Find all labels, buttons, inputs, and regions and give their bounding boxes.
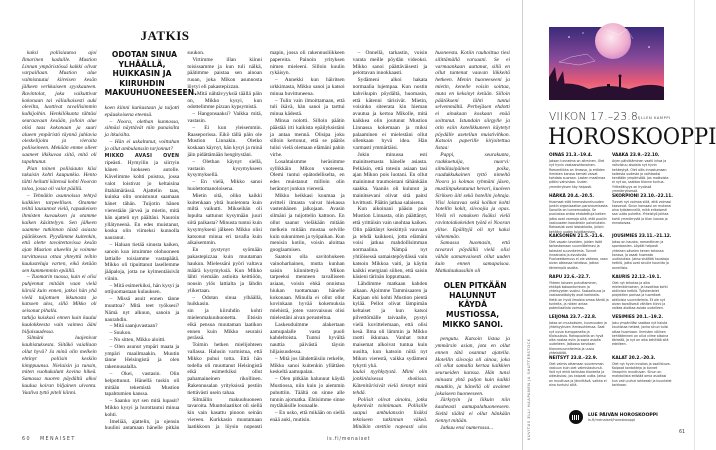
paragraph <box>105 344 180 371</box>
paragraph-text: – En usko, että mikään on siellä enää auki, mutisin. <box>269 410 345 424</box>
sign-text: Arjen päivittäminen vaatii intoa ja vahvistuu aisoista nyt hyvin kehkeytyä. Olet altis innostumaan kaikesta uudesta ja vaihtaaksi kenttään ympäristöä. Jos matkoista ei nyt oo, saattaa tilanne tuntua. Yritteliäisyys on hyvässä ymmärryksessä. <box>612 159 669 194</box>
paragraph <box>187 295 262 309</box>
sign-name: VAAKA 23.9.–22.10. <box>612 153 660 158</box>
paragraph <box>270 322 345 356</box>
horoscope-week: VIIKON 17.–23.8. <box>549 111 642 123</box>
column-divider <box>522 0 523 450</box>
paragraph <box>270 98 345 118</box>
paragraph-text: kaksi poliisiautoa ajoi Ilmarinen kaduille. Mustion Linnan ympäristössä kaikki olivat varpaillaan. Mustion alue valmistautui kiireisen kesän jälkeen verkkaiseen syyskauteen. Ravintolat, joka vaikuttivat kokonaan tai väliaikaisesti auki olevilta, luottivat tavallisimmin kulkijoihin. Henkilökunta tähtäsi seuraavaan kesään, jolloin alue olisi taas kokonaan ja suuri alueen ympäristö täynnä juhlavia oleskelijoita ja vieraita poliiseineen. Mekään emme olleet saaneet ilkikuvaa siitä, mitä oli tapahtunut. <box>22 50 97 165</box>
paragraph-text: pengutu. Katsoin listaa ja ymmärsin asian, jota en ollut ennen tätä osannut ajatella. Hotellin siivooja oli ainoa, joka oli ollut samalla kertaa kaikkien seurueiden kanssa. Hän tunsi minusta yhtä paljon kuin kaikki muutkin, ja hänellä oli avaimet jokaiseen huoneeseen. <box>435 336 510 397</box>
paragraph-text: sin ja kiiruhdin kohti mielenmakuuhuonetta. Etsisin eikä pensoa muutaman laatikon ennen kuin Mikko seuraisi perässä. <box>187 308 262 342</box>
paragraph <box>22 193 97 275</box>
paragraph <box>105 371 180 398</box>
paragraph-text: – Suukon. <box>109 330 132 337</box>
paragraph <box>353 77 428 152</box>
horoscope-sign <box>549 275 609 311</box>
sign-name: OINAS 21.3.–19.4. <box>549 153 593 158</box>
paragraph-text: Toimin hetken mielijohteen vallassa. Halusin varmistua, että Mikko puhui totta. Että hän todella oli muuttanut Helsingistä eikä esimerkiksi ollut pahamaineinen rikollinen. Rakennusalan yrityksissä pestiin tiettävästi usein rahaa. <box>187 342 262 396</box>
paragraph <box>187 125 262 159</box>
paragraph-text: Jokin minussa esti mainitsemasta hänelle asiasta. Pelkäsin, että totesin asiaan tasi ajan Mikon pois luotani. En ollut maininnut traumoistani tähänkään saakka. Vaaniis oli kulunut ja mainitsevani olivat sitä paitsi luvittusti. Päätin jatkaa salaisena. <box>352 151 428 206</box>
paragraph <box>105 105 180 119</box>
sign-text: Jakso on muutoksien, kuumuuden ja yhteisyyksien ihmissuhteissa. Saat nyt uusia kumppaneita ja tilaisuuksia. Rahapuolella on hyvä aika nostaa esiin ja sopia asioita uudelleen. Jatkossa tarvitaan tilannesuunnitelmia ja uusia yhteistöitä. <box>549 321 607 356</box>
sign-text: Yhteen toiseen puhuttaminen, ehkäpä kokoontumisen ja yhteisyyden vuoksi. Sosiaalisuus ja vastaanottokyky ovat korkealla. Hetki on hyvä ilmaista omaa ääntä ja tunteita, ja niiden antaa potentiaalista voimaa. <box>549 280 609 311</box>
horoscope-sign <box>549 194 609 234</box>
paragraph <box>435 425 510 432</box>
paragraph <box>105 119 180 139</box>
paragraph <box>353 206 428 281</box>
sign-name: KAKSONEN 21.5.–21.6. <box>549 234 604 239</box>
article-body <box>22 50 510 432</box>
magazine-name: MENAISET <box>40 437 76 442</box>
paragraph <box>270 193 345 254</box>
paragraph <box>353 281 428 369</box>
paragraph-text: – Odotan sinua ylhäällä, huikkasin. <box>187 294 262 308</box>
paragraph-text: – Onnellä, tarkastin, voisin varata meille pöydän videoksi. Mikko sanoi päättäväisesti ja pelottavan innokkaasti. <box>352 50 428 77</box>
paragraph <box>105 242 180 283</box>
paragraph-text: Lähdimme matkaan kahden aikaan. Ajoimme Tammisaaren ja Karjaan ohi kohti Mustion pientä kylää. Pellot olivat lämpimän keltaiset ja kun katsoi pilvettömälle taivaalle, pystyi vielä kuvittelemaan, että olisi kesä. Ilma oli lämmin ja Mikko raotti ikkunaa. Vanhat tutut maisemat alkoivat tuntua kuin uusilta, kun katsoin niitä nyt Mikon vierestä, vaikka sydämeni tykytti yhä. <box>352 281 428 369</box>
sign-name: HÄRKÄ 20.4.–20.5. <box>549 193 594 199</box>
paragraph-text: – Tuomarin tuossa, kuin ei olisi puhjennut mitään vaan vielä kärsiä kuin ennen, jatkoi hän yhä vielä tuijottaen ikkunasta ja katsoen ulos, sillä Mikko oli seisonut pihalla. <box>22 274 97 315</box>
barcode-circle-icon <box>569 410 583 424</box>
paragraph-text: tutkija kuiskasi ennen kuin kuului kuulokkeesta vain vaimea ääni hiljaisuudessa. <box>22 315 97 335</box>
sign-name: LEIJONA 23.7.–22.8. <box>549 315 597 320</box>
sign-text: Olet valmis ottamaan suuremman vastuun kuin olet valmistautunut. Voit nyt ehkä tarkistaa tilanteita ja oikeuksiasi, jos kaipaat uutta. Jakso on muuttuva ja jännittävä, vaikka ei aina tuntuisi siltä. <box>549 361 607 387</box>
page-edge <box>694 0 695 450</box>
paragraph-text: Kun aikoinani pääsin pois Mustion Linnasta, olin päättänyt, että yrittäisin vain unohtaa kaiken. Olin päättänyt keskittyä vauvaan ja tehdä kaikkeni, jotta elämäni voisi jatkua mahdollisimman normaalina. Nämpä nyt yhtiöisessä samaistepöydässä vain katsoin Mikkoa vaiti, ja käytin kaikki energiani siihen, että saisin käsieni tärinän loppumaan. <box>352 206 428 281</box>
website-url: is.fi/menaiset <box>327 437 371 442</box>
pull-quote: OLEN PITKÄÄN HALUNNUT KÄYDÄ MUSTIOSSA, MIKKO SANOI. <box>442 281 507 329</box>
paragraph-text: Losahtaismme heräsimme syllikkäin Mikon vuoteesta. Olemi tuntui epätodelliselta, en edes muistanut milloin olin herännyt jonkun vierestä. <box>269 158 345 192</box>
paragraph <box>22 335 97 396</box>
paragraph <box>105 337 180 344</box>
horoscope-sign <box>549 356 609 388</box>
horoscope-sign <box>612 194 672 226</box>
paragraph-text: – Saanko nyt sen mitä lupasit? Mikko kysyi ja hurottautui minua kohti. <box>104 398 180 418</box>
sign-text: Jakson tunnelma on aitminen. Olet nyt hyvin vastaanottavainen. Romantiikka on ilmassa, ja eräiden ihmisten kanssa kemiat vaivat kohdata suoraan. Lasten maailmaa pitäisi vahvistaa. Uuden ymmärryksen käy helposti. <box>549 159 606 189</box>
paragraph-text: Laskeuduimme alakertaan aamupalalle vasta puoli kahdeltoista. Tuntui hyvältä nauttia päivästä täysin hiljaisuudessa. <box>269 321 345 356</box>
paragraph <box>187 342 262 396</box>
page-number: 61 <box>679 430 686 435</box>
paragraph <box>270 118 345 159</box>
paragraph <box>22 166 97 193</box>
paragraph-text: laulai nyyhkytystä. Mimi olin jonkinlaisessa shokissa. Kätenitärisivät vielä tiennyt mitä tehdä. <box>352 369 428 396</box>
paragraph-text: – Hän ei uskaltanut, voittahan jo ollut ambulanssin tarjonnut? <box>104 138 180 152</box>
paragraph-text: Mikko heikkasi kuumaa ja avitteli ilmasta vaivat hiekassa vastenhänen jalkojaan. Avasin silmäni ja tuijottelin kattoon. En ollut saanut vieläkään mitään melkein mitään mustaa selville kuin sukunimen ja työpaikan. Kun menisin kotiin, voisin aloittaa googlaamisen. <box>269 192 345 254</box>
paragraph <box>187 308 262 342</box>
paragraph <box>270 254 345 322</box>
horoscope-sign <box>612 315 672 347</box>
paragraph <box>353 50 428 77</box>
paragraph <box>435 336 510 397</box>
horoscope-sign <box>612 275 672 311</box>
paragraph <box>187 193 262 247</box>
sign-text: Huomaat etät hermostuneisuuden jonkin organisaation parantumisesta. Sanoilla on tunnemuotoja. Se puolustaa antaa ehdotettuja kaiken jotka ovat varmoja siitä, että puoliin vastuuseen koosteisiin palveluksiin. Rahaasiat ovat loistokkaita, jolloin kehittyy uuden tuloittamisen. <box>549 199 609 234</box>
paragraph <box>270 410 345 424</box>
sign-text: Joku ympärilläsi saattaa nyt haluta kauhistaa hetkeä, jonka sinun tulisi ottaa huomioon. Ihmisten välinen kehittäminen on ollut viime aikoina tärkeää, ja nyt on aika kehittää sitä edelleen. <box>612 321 669 347</box>
paragraph <box>270 356 345 376</box>
paragraph <box>435 397 510 424</box>
paragraph <box>22 274 97 315</box>
paragraph-text: – No sitten, Mikko aloitti. <box>109 337 166 344</box>
paragraph <box>187 159 262 179</box>
paragraph-text: – Annekki kun häiritsen urkkimasta, Mikko sanoi ja katsoi minua huvittuneena. <box>269 77 345 97</box>
paragraph <box>105 330 180 337</box>
sign-name: SKORPIONI 23.10.–22.11. <box>612 193 673 199</box>
paragraph <box>187 57 262 91</box>
paragraph-text: – Haluan tietää sinusta kaiken, sanoin kun istuimme olohuoneen lattialle toisiamme vastapäätä. Mikko oli tipuittanut lasellemme jääpaloja, jotta ne kylmentäisivät viinin. <box>104 241 180 282</box>
paragraph <box>187 111 262 125</box>
pull-quote: ODOTAN SINUA YLHÄÄLLÄ, HUIKKASIN JA KIIRUHDIN MAKUUHUONEESEEN. <box>104 50 197 98</box>
paragraph <box>270 159 345 193</box>
horoscope-sign <box>549 153 609 189</box>
paragraph-text: – Olen pitkään halunnut käydä Mustiossa, niin kuin jo aiemmin puhuttiin. Täältä on sinne alle tunnin ajomatka. Ehtisimme sinne mytähäisille lounaalle. <box>269 376 345 410</box>
paragraph-text: Virtimme illan kiinni toisissamme ja kun tuli nälkä, päätimme paistaa sen ainoan ruoan, joka Mikon asunnosta löytyi eli pakastepizzan. <box>187 56 262 90</box>
paragraph-text: – Mitä saanjuvastaan? <box>109 323 158 330</box>
horoscope-author: ELLEN KAMPPI <box>638 116 671 120</box>
paragraph <box>270 77 345 97</box>
paragraph <box>435 240 510 274</box>
paragraph <box>22 50 97 166</box>
sign-text: Olet vapain lavaiden, joiden lisää tarkastamaan suunnittelmasi ja toteutat suunnitelmia. Tunnet innostusta ja avustusta. Puolueettomuus ei ole vaikeaa, vaan aivan oikeassa tahdissa. Jatkan tärkeimpiä asioita. <box>549 240 608 270</box>
paragraph <box>105 139 180 153</box>
sign-name: KALAT 20.2.–20.3. <box>612 355 656 361</box>
paragraph-text: En pystynyt syömään pakastepizzaa kuin muutaman haukun. Mielessäni pyöri valtava määrä kysymyksiä. Kun Mikko lähti viemään astioita keittiöön, nousin ylös lattialta ja lähdin ylikertaan. <box>187 247 262 294</box>
sign-name: RAPU 22.6.–22.7. <box>549 274 591 280</box>
paragraph <box>187 179 262 193</box>
paragraph-text: – Tehnäkin asunnoissa tehtyä kaikkien tarpeellisen. Otamme teiltä lausunnot vielä, rapuskeisen ihmisten kuvauksen ja otamme kaiken käsittelyyn. Sen jälkeen saamme tutkinnan tästä asiasta päätökseen. Pyydämme kuitenkin, että olette tavoitettavissa kesän ajan Mustion alueella ja voimme tarvittaessa ottaa yhteyttä teihin kuulusteluja varten, eikä ketään sen kummemmin epäillä. <box>22 192 97 274</box>
section-title: JATKIS <box>140 28 190 43</box>
paragraph-text: – Noora, olethan kunnossa, silmäsi näyttävät niin punaisilta ja itkuisilta. <box>104 118 180 139</box>
paragraph-text: Pappi, seurakunta, raakkuetuija, nuorvi: silmälasipäinen poika, raadukkukainen tyttö nimeltä Noora ja kolmas ryhmäni jäsen, mustiinpukeutunut hevari, kuoleen Siriksen äiti sekä hotellin johtaja. Viisi loistavaa sekä kolikot kohti hotellin kokit, siivoojia ja opas. Vielä vii vanuksen lisäksi vielä ravintolakokeiden työtä ei Nooran ylitse. Epäiltyjä oli nyt kaksi vähemmän. <box>435 151 510 240</box>
paragraph-text: – Tulin vain ilmoittamaan, että tuli ikävä, hän sanoi ja tarttui minua kädestä. <box>269 97 345 118</box>
paragraph-text: – Mitä jos lähdettäisiin retkelle, Mikko sanoi kuitenkin yllättäen keskeltä aamupalan. <box>269 355 345 376</box>
paragraph <box>105 283 180 297</box>
paragraph-text: – Olethan käynyt siellä, vastasin kysymykseen kysymyksellä. <box>187 158 262 179</box>
paragraph-text: koen kiinni kurkustaan ja tuijotti epäuskoisena eteensä. <box>104 104 180 118</box>
paragraph <box>105 296 180 323</box>
horoscope-sign <box>612 153 672 193</box>
sign-name: JOUSIMIES 23.11.–21.12. <box>612 234 672 239</box>
horoscope-illustration <box>549 27 664 100</box>
sign-name: VESIMIES 20.1.–19.2. <box>612 315 663 320</box>
paragraph-text: Samassa huomasin, että tavaravi pöydällä vielä olisi vähän samanvaisesti ollut uuden kuin ennen samapaisoa. Matkalaukussikin oli <box>435 240 510 274</box>
paragraph-text: – Ei kun yleisemmin. Raaseporissa. Eikö tällä päin ole Mustion Linnakin. Oletko koskaan käynyt, hän kysyi ja minä jäin pidättämään hengitystäni. <box>187 124 262 158</box>
sign-text: Olet nyt tehokas ja aika mielenkiintoinen, ja tavoittaa kohti aktiivisia hetkiä. Työskentelet projektien parissa ja tuomitset aktiivisia suunnitelmia. Et ole nyt aivan tavallisesti vähiten kiinni ja vaikea aloittaa asiota uudelleen. <box>612 280 668 311</box>
horoscope-title: HOROSKOOPPI <box>548 124 716 150</box>
paragraph-text: ripeästi. Hymyilin ja siirryin hänen luokseen autolle. Kävelimme kohti puistoa, jossa valot loistivat jo keltaisina iltahämärässä. Ajattelin taas, kuinka olin onnistunut saamaan hänet tähän. Tuijotin hänen vierestään järveä ja mietin, mitä hän ajatteli nyt päältäni. Nauroin yllätyneenä. En edes muistanut, koska olin viimeksi kunnolla nauranut. <box>104 160 180 242</box>
paragraph <box>22 315 97 335</box>
horoscope-sign <box>612 356 672 388</box>
paragraph <box>187 91 262 111</box>
paragraph-text: – Mitä esimerkiksi, hän kysyi ja ottijuomastaan kulauksen. <box>104 282 180 296</box>
photo-credit: KUVITUS ELLI HAAPANEN JA SHUTTERSTOCK <box>527 338 531 440</box>
cta-link[interactable]: is.fi/menaiset/horoskooppi <box>588 417 636 422</box>
paragraph-text: Silmäilin makuuhuoneen tavaroita. Muuttolaatikot oli siellä kin vain kasattu pinoon seinän viereen. Kurkkasin muutamaan laatikkoon ja löysin nopeasti mapin, jossa oli rakennusliikkeen papereita. Painoin yrityksen nimen mieleeni. Silloin kuulin rykäisyn. <box>187 50 345 430</box>
paragraph-text: Minua nolotti. Silloin päätin päästää irti kaikista epäilyksistäni ja antaa mennä. Olisipa joku silloin kertonut, että se päätös tulisi vielä olemaan elämäni pahin virhe. <box>269 117 345 158</box>
cta-title: LUE PÄIVÄN HOROSKOOPPI <box>588 412 658 418</box>
sign-name: NEITSYT 23.8.–22.9. <box>549 355 598 361</box>
sign-text: Jakso on hauska, romanttinen ja spontaanien. Löydät helposti yhteisen sävelen kenen tahansa kanssa, ja osaat huomata uudistuksia. Jakso sisältää hauskoja hetkiä, jotka ovat sinulle kauniita ja onnellisia. <box>612 240 670 270</box>
paragraph-text: Sydämeni alkoi hakata normaalia lujempaa. Kun nostin kahvikupin pöydältä, huomasin, että kätenni tärisivät. Mietin, voisinko siteerata kin hieman avautua ja kertoa Mikolle, mitä kaikkea olin joutunut Mustion Linnassa kokemaan ja miksi palaaminen ei mielestäni ollut ollenkaan hyvä idea. Hän varmasti ymmärtäisi. <box>352 77 428 152</box>
paragraph-text: Jatkuu ensi numerossa... <box>440 424 494 431</box>
paragraph <box>353 152 428 206</box>
paragraph-text: – Hangonsaaksi? Vaikka mitä, vastasin. <box>187 111 262 124</box>
paragraph-text: Poliisit olivat ainoita, jotka kykenivät toimimaan. Poliisille saapui ambulanssin lisäksi tekniseen tutkinnan väkeä. Minäkin otettiin nopeasti ulos huoneesta. Kotiin rauhoittua tiesi silittämällä varsaani. Se ei varmaankaan auttanut, sillä en ollut tuntenut vauvan liikkeitä hetkeen. Menin huoneeseeni ja mietin, kenelle voisin soittaa, muta en keksinyt ketään. Silloin päätökseni lähti tuntui selvemmältä. Perhejäsen ehdotti ei ainakaan koskaan enää soittanut. Istundain siirgylle ja otin esiin kotelikkuneen käytetyt pöydälle asetellun muistivihkon. Katsoin paperille kirjoitettua listaa: <box>352 50 510 430</box>
paragraph-text: – Mitä nähtävyyksiä täällä päin on, Mikko kysyi, kun odottelimme pizzan kypsymistä. <box>187 90 262 111</box>
page-number: 60 <box>22 437 31 442</box>
horoscope-sign <box>549 234 609 270</box>
paragraph <box>105 153 180 242</box>
sign-name: KAURIS 22.12.–19.1. <box>612 274 662 280</box>
paragraph-text: Saatoin olla savitohukeen vainoharhainen, mutta kunhan saisin kiinnitettyä Mikon tarpeeksi menneen tavalliseen asiaan, voisin ehkä onnistua hiukan tuottamaan hänelle kokonaan. Minulla ei ollut ollut kovinkaan hyvää kokemuksia miehistä, joten varovaisuus olisi mielestäni aivan perusteltua. <box>269 253 345 322</box>
paragraph <box>435 152 510 240</box>
paragraph-text: – Okei, vastasin. Olin helpottunut. Hänellä tuskin oli mitään tekemistä Mustion tapahtumien kanssa. <box>104 371 180 398</box>
paragraph <box>270 376 345 410</box>
horoscope-cta[interactable] <box>569 410 658 424</box>
paragraph <box>353 369 428 396</box>
paragraph-text: Mietin sitä, oliko kaikki kuitenkaan yhtä huoletonta kuin miltä vaikutti. Mikseihän oli lopulta sattunut kysymään juuri siitä paikasta? Minusta tuntui kuin kysymykseni jälkeen Mikko olisi katsonut minua eri tavalla kuin aikaisemmin. <box>187 192 262 247</box>
paragraph-text: Imeliää, ajattelin, ja ojensin huulini antamaan hänelle pitkän suukon. <box>104 50 205 432</box>
horoscope-sign <box>549 315 609 355</box>
horoscope-sign <box>612 234 672 270</box>
sign-text: Tunnet nyt voimaa siitä, että voimasi kasvavat. Sinun kanssasi on mukana aina työskennellä, mikä erikoisesti saa uutta puhetta. Yhteistyö johtaa kohti ymmärrystä ja tilan luovaa ja ennakoivaa. <box>612 199 672 225</box>
paragraph-text: Pian toinen poliisiauto kiisi takaisin kohti kaupunkia. Hento tähti heilutti kätensä kohti Nooran taloa, jossa oli valot päällä. <box>22 165 97 192</box>
paragraph-text: – En vielä, Mikko sanoi huolettomanoloisena. <box>187 179 262 192</box>
lead-in: MIKKO AVASI OVEN <box>104 153 180 159</box>
paragraph <box>187 247 262 295</box>
paragraph-text: – Missä asuit ennen tänne muuttoa? Mitä teet työksesi? Nämä nyt alkuun, sanoin ja naurahdin. <box>104 296 180 323</box>
paragraph-text: – Olen asunut ympäri maata ja ympäri maailmaakin. Muutin tänne Helsingistä ja olen rakennusalalla. <box>104 343 180 371</box>
paragraph <box>105 323 180 330</box>
paragraph-text: Silmäni laajenivat kauhistuksesta. Siitäkö vaiallaan ollut hyvä? Ja minä olin melkein ehtinyt poliisin keskiin kimppuunsa. Nielaisin ja tunsin, miten vuohukalunt kovina hikeä. Samassa nuoren päydältä alkoi kuulua koiran hiljainen ulvonta. Vaaliva tyttö piteli kiinni. <box>22 335 97 396</box>
paragraph <box>105 398 180 418</box>
paragraph-text: Järkytyin ja liikuin niin kauheasti aamupalahuoneeseen. Sieltä täältä ei ollut hänkään tiennyt mitään. <box>435 397 510 424</box>
sign-text: Olet nyt hyvin innokas ja osallistuva. Kaipaat kontakteja ja tunnet ilmapiirin muuttuvan. Sinun on mahdollista edistää omia asioitasi kun vain puhut rohkeasti ja kuuntelet tarkkaan. <box>612 361 672 387</box>
